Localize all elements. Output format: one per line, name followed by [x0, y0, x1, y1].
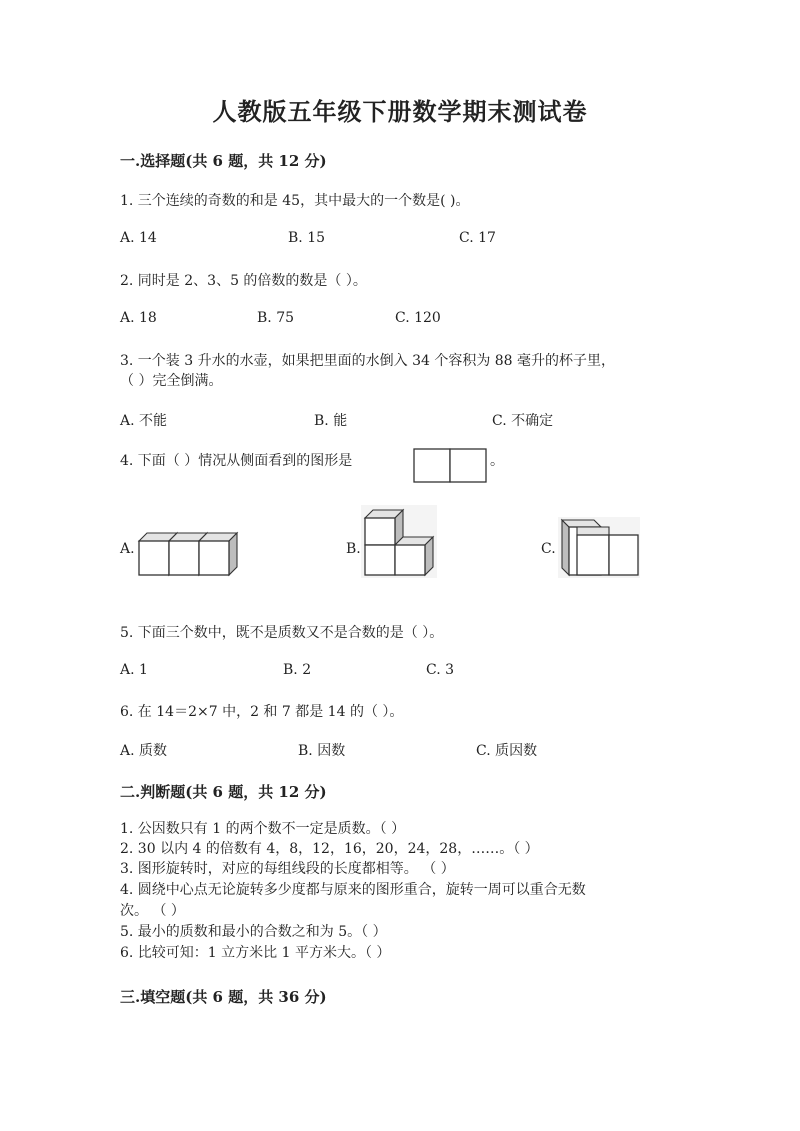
judge-item-6: 6. 比较可知：1 立方米比 1 平方米大。（ ） — [120, 945, 391, 961]
cube-a2-front — [169, 541, 199, 575]
question-6-stem: 6. 在 14＝2×7 中，2 和 7 都是 14 的（ ）。 — [120, 704, 404, 720]
judge-item-4-continued: 次。 （ ） — [120, 903, 185, 919]
question-1-option-b[interactable]: B. 15 — [288, 230, 326, 246]
cube-c-back-side — [562, 520, 569, 575]
question-2-option-a[interactable]: A. 18 — [120, 310, 157, 326]
judge-item-5: 5. 最小的质数和最小的合数之和为 5。（ ） — [120, 924, 387, 940]
side-view-square-left — [414, 449, 450, 482]
question-4-option-c[interactable]: C. — [541, 541, 556, 557]
question-4-stem-end: 。 — [490, 453, 504, 469]
judge-item-2: 2. 30 以内 4 的倍数有 4，8，12，16，20，24，28，……。（ ） — [120, 841, 539, 857]
option-c-cubes-figure[interactable] — [560, 518, 642, 578]
question-2-option-b[interactable]: B. 75 — [257, 310, 295, 326]
question-6-option-c[interactable]: C. 质因数 — [476, 743, 538, 759]
question-6-option-a[interactable]: A. 质数 — [120, 743, 168, 759]
section-heading-judge: 二.判断题(共 6 题，共 12 分) — [120, 783, 327, 801]
question-3-stem-continued: （ ）完全倒满。 — [120, 373, 223, 389]
section-heading-choice: 一.选择题(共 6 题，共 12 分) — [120, 152, 327, 170]
cube-c-mid-top — [577, 527, 609, 535]
cube-b-top-front — [365, 518, 395, 545]
question-2-stem: 2. 同时是 2、3、5 的倍数的数是（ ）。 — [120, 273, 367, 289]
question-2-option-c[interactable]: C. 120 — [395, 310, 441, 326]
question-3-option-c[interactable]: C. 不确定 — [492, 413, 554, 429]
cube-c-right-front — [609, 535, 638, 575]
question-1-option-a[interactable]: A. 14 — [120, 230, 157, 246]
cube-c-back-top — [562, 520, 601, 527]
option-b-cubes-figure[interactable] — [362, 505, 438, 579]
question-3-stem: 3. 一个装 3 升水的水壶，如果把里面的水倒入 34 个容积为 88 毫升的杯子里， — [120, 353, 616, 369]
side-view-figure — [413, 448, 489, 484]
cube-a3-front — [199, 541, 229, 575]
question-1-option-c[interactable]: C. 17 — [459, 230, 496, 246]
side-view-square-right — [450, 449, 486, 482]
question-5-stem: 5. 下面三个数中，既不是质数又不是合数的是（ ）。 — [120, 625, 444, 641]
page-title: 人教版五年级下册数学期末测试卷 — [212, 97, 588, 126]
question-5-option-a[interactable]: A. 1 — [120, 662, 148, 678]
question-4-stem: 4. 下面（ ）情况从侧面看到的图形是 — [120, 453, 353, 469]
question-4-option-a[interactable]: A. — [120, 541, 135, 557]
cube-a1-front — [139, 541, 169, 575]
question-5-option-c[interactable]: C. 3 — [426, 662, 455, 678]
question-3-option-b[interactable]: B. 能 — [314, 413, 348, 429]
cube-a3-side — [229, 533, 237, 575]
question-1-stem: 1. 三个连续的奇数的和是 45，其中最大的一个数是( )。 — [120, 193, 470, 209]
option-a-cubes-figure[interactable] — [136, 528, 246, 580]
cube-b-left-front — [365, 545, 395, 575]
section-heading-fill: 三.填空题(共 6 题，共 36 分) — [120, 988, 327, 1006]
judge-item-1: 1. 公因数只有 1 的两个数不一定是质数。（ ） — [120, 821, 406, 837]
cube-b-right-front — [395, 545, 425, 575]
judge-item-4: 4. 圆绕中心点无论旋转多少度都与原来的图形重合，旋转一周可以重合无数 — [120, 882, 586, 898]
question-3-option-a[interactable]: A. 不能 — [120, 413, 168, 429]
cube-c-left-front — [577, 535, 609, 575]
question-4-option-b[interactable]: B. — [346, 541, 361, 557]
judge-item-3: 3. 图形旋转时，对应的每组线段的长度都相等。 （ ） — [120, 861, 455, 877]
question-6-option-b[interactable]: B. 因数 — [298, 743, 346, 759]
question-5-option-b[interactable]: B. 2 — [283, 662, 312, 678]
